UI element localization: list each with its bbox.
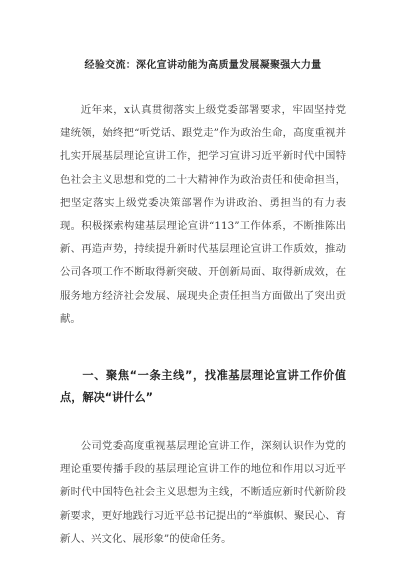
section-1-heading: 一、聚焦“一条主线”，找准基层理论宣讲工作价值点，解决“讲什么” xyxy=(60,369,346,405)
document-title: 经验交流：深化宣讲动能为高质量发展凝聚强大力量 xyxy=(84,60,322,71)
section-1-paragraph: 公司党委高度重视基层理论宣讲工作，深刻认识作为党的理论重要传播手段的基层理论宣讲工作的地位和作用以习近平新时代中国特色社会主义思想为主线，不断适应新时代新阶段新要求，更好地践行习近平总书记提出的“举旗帜、聚民心、育新人、兴文化、展形象”的使命任务。 xyxy=(60,440,346,545)
intro-paragraph: 近年来，x认真贯彻落实上级党委部署要求，牢固坚持党建统领，始终把“听党话、跟党走”作为政治生命，高度重视并扎实开展基层理论宣讲工作，把学习宣讲习近平新时代中国特色社会主义思想和党的二十大精神作为政治责任和使命担当，把坚定落实上级党委决策部署作为讲政治、勇担当的有力表现。积极探索构建基层理论宣讲“113”工作体系，不断推陈出新、再造声势，持续提升新时代基层理论宣讲工作质效，推动公司各项工作不断取得新突破、开创新局面、取得新成效，在服务地方经济社会发展、展现央企责任担当方面做出了突出贡献。 xyxy=(60,104,346,325)
